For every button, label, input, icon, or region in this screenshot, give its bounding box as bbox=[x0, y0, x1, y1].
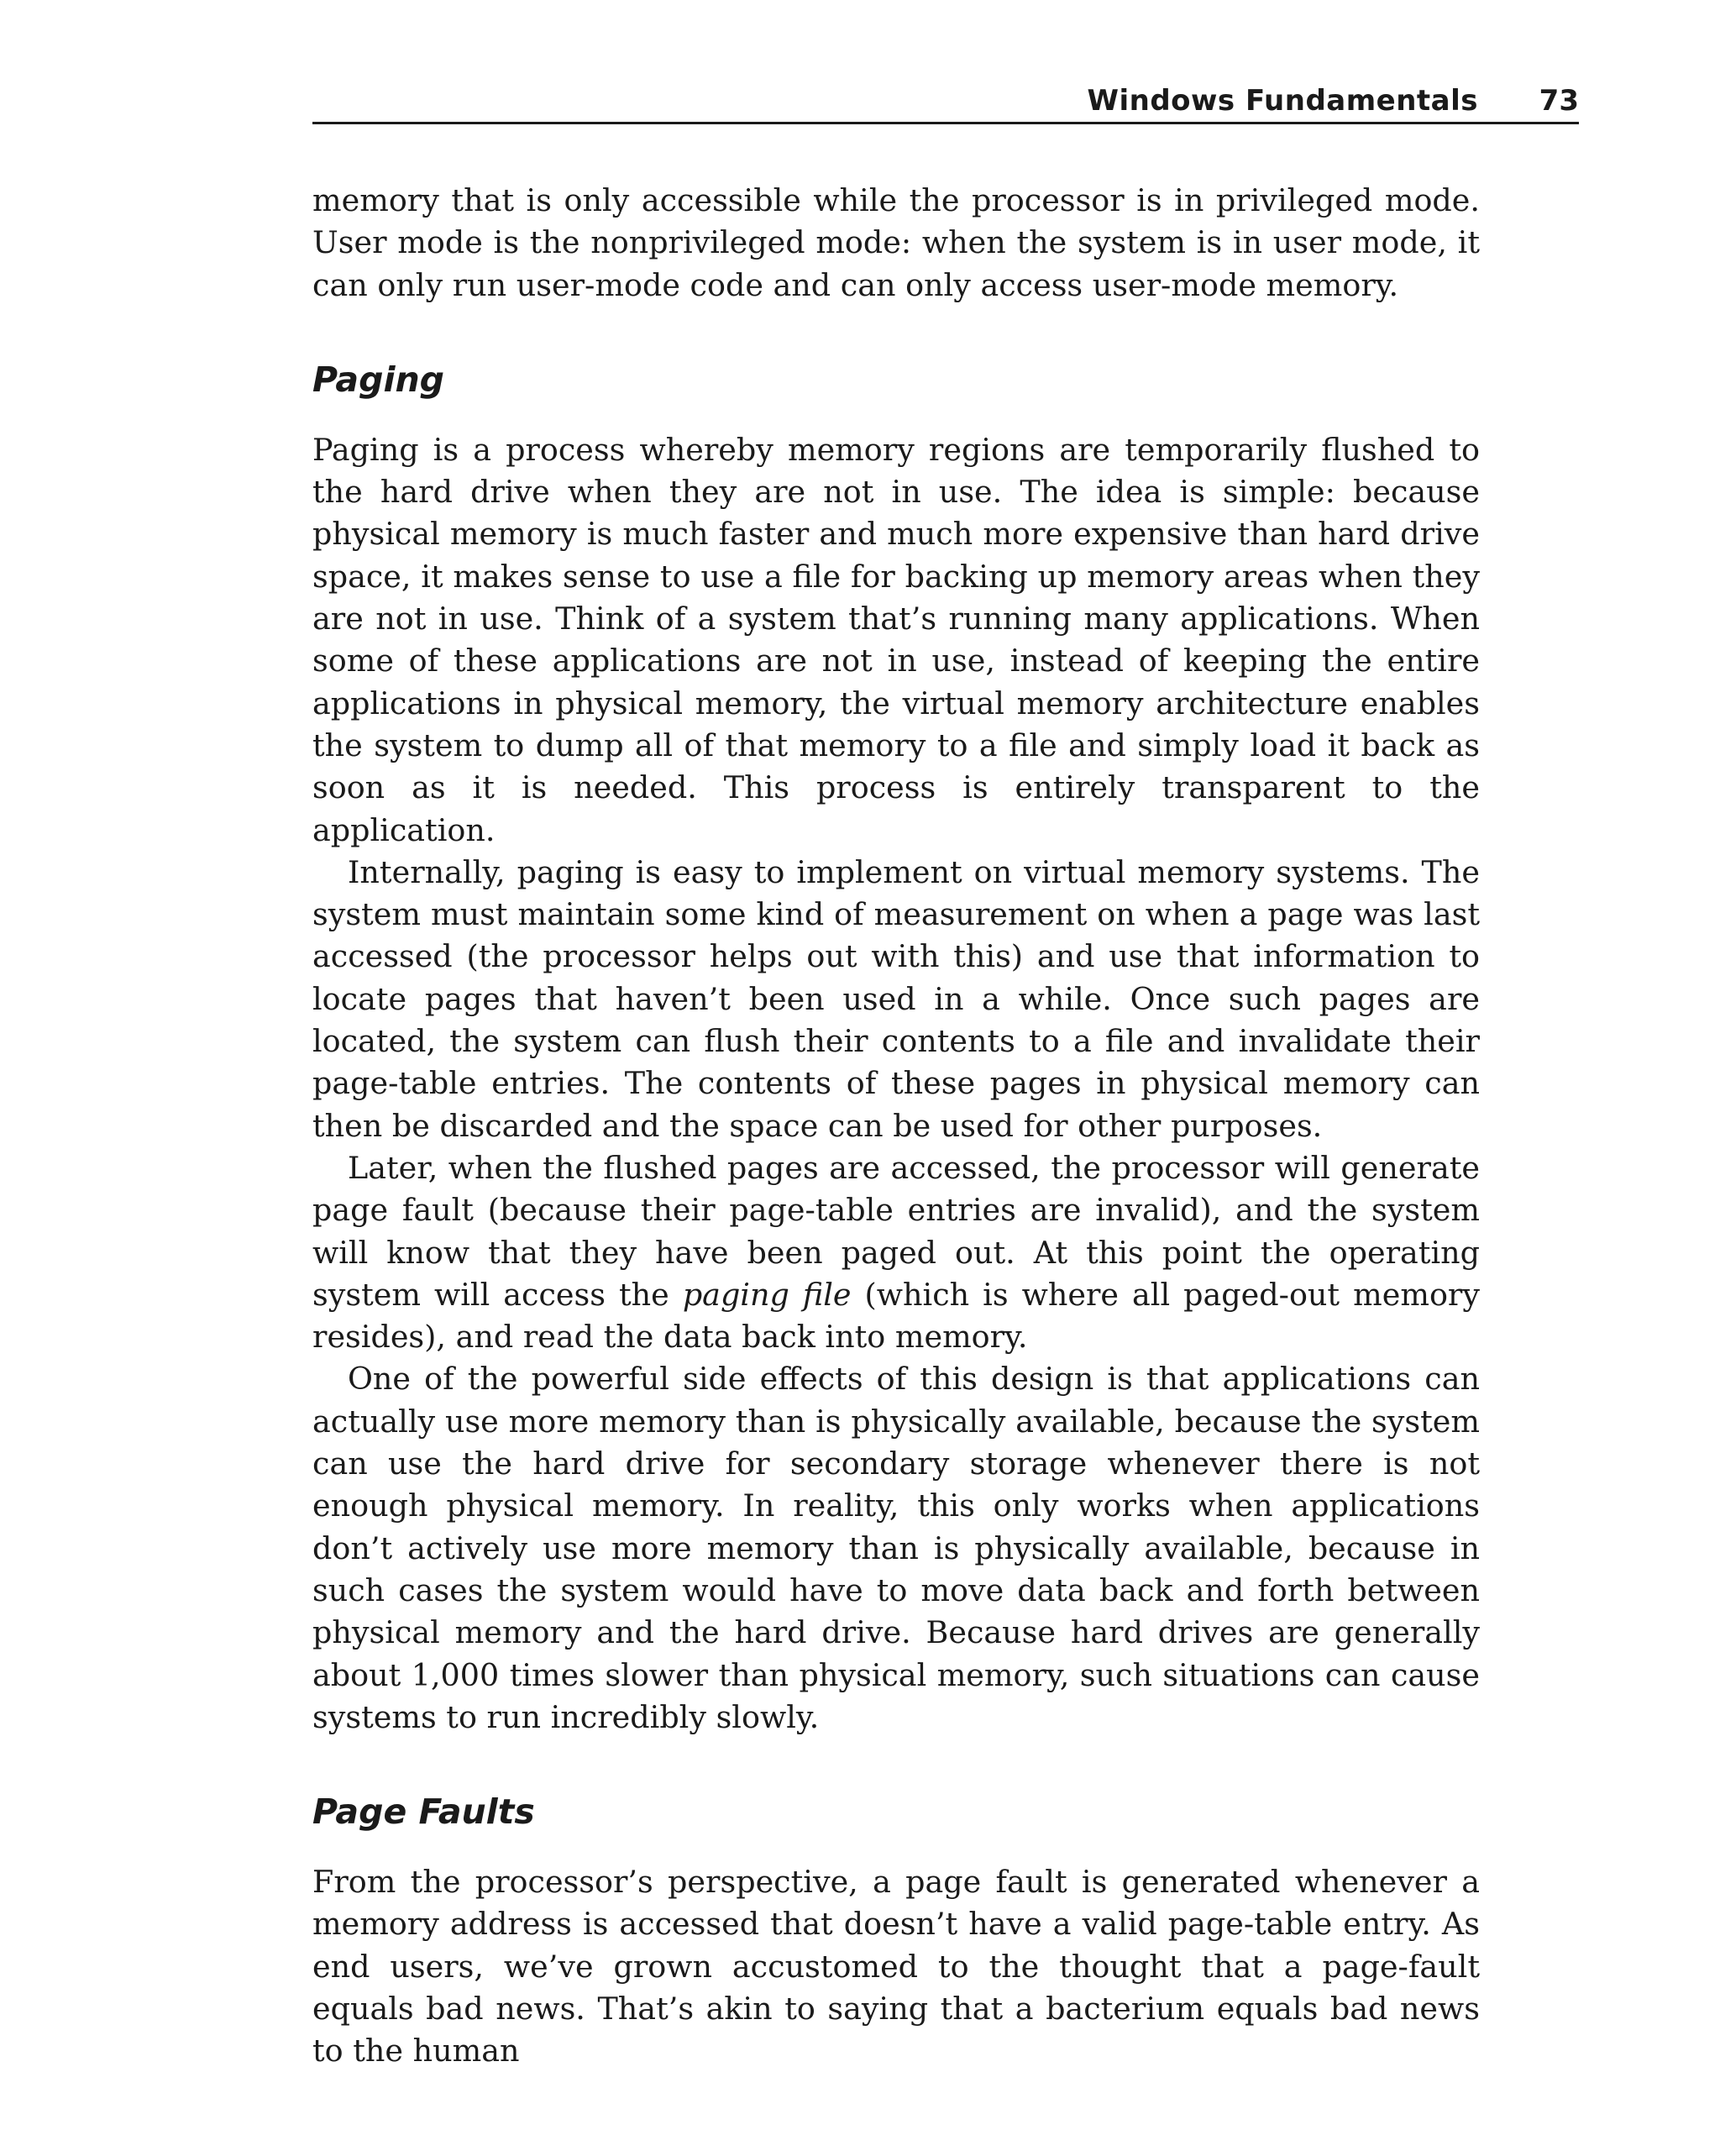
intro-paragraph: memory that is only accessible while the processor is in privileged mode. User mode is the nonprivileged mode: when the system is in user mode, it can only run user-mode code and can only access user-mode memory. bbox=[312, 182, 1480, 303]
paging-paragraph-3-start: Later, when the flushed pages are accessed, the processor will generate page fault (because their page-table entries are invalid), and the system will know that they have been paged out. At this point the operating system will access the bbox=[312, 1149, 1480, 1313]
paging-file-term: paging file bbox=[682, 1276, 852, 1313]
page-number: 73 bbox=[1539, 84, 1579, 118]
page-faults-paragraph-1: From the processor’s perspective, a page fault is generated whenever a memory address is accessed that doesn’t have a valid page-table entry. As end users, we’ve grown accustomed to the thought that a page-fault equals bad news. That’s akin to saying that a bacterium equals bad news to the human bbox=[312, 1864, 1480, 2069]
paging-paragraph-3 bbox=[312, 1147, 1480, 1358]
paging-paragraph-4: One of the powerful side effects of this design is that applications can actually use more memory than is physically available, because the system can use the hard drive for secondary storage whenever there is not enough physical memory. In reality, this only works when applications don’t actively use more memory than is physically available, because in such cases the system would have to move data back and forth between physical memory and the hard drive. Because hard drives are generally about 1,000 times slower than physical memory, such situations can cause systems to run incredibly slowly. bbox=[312, 1361, 1480, 1735]
section-heading-page-faults: Page Faults bbox=[312, 1791, 535, 1833]
section-heading-paging: Paging bbox=[312, 359, 445, 400]
paging-paragraph-2: Internally, paging is easy to implement on virtual memory systems. The system must maintain some kind of measurement on when a page was last accessed (the processor helps out with this) and use that information to locate pages that haven’t been used in a while. Once such pages are located, the system can flush their contents to a file and invalidate their page-table entries. The contents of these pages in physical memory can then be discarded and the space can be used for other purposes. bbox=[312, 853, 1480, 1144]
running-header bbox=[312, 81, 1579, 124]
running-header-title: Windows Fundamentals bbox=[1087, 84, 1478, 118]
page-body bbox=[312, 180, 1480, 2073]
paging-paragraph-1: Paging is a process whereby memory regions are temporarily flushed to the hard drive when they are not in use. The idea is simple: because physical memory is much faster and much more expensive than hard drive space, it makes sense to use a file for backing up memory areas when they are not in use. Think of a system that’s running many applications. When some of these applications are not in use, instead of keeping the entire applications in physical memory, the virtual memory architecture enables the system to dump all of that memory to a file and simply load it back as soon as it is needed. This process is entirely transparent to the application. bbox=[312, 431, 1480, 848]
paging-paragraph-3-end: (which is where all paged-out memory resides), and read the data back into memory. bbox=[312, 1276, 1480, 1356]
